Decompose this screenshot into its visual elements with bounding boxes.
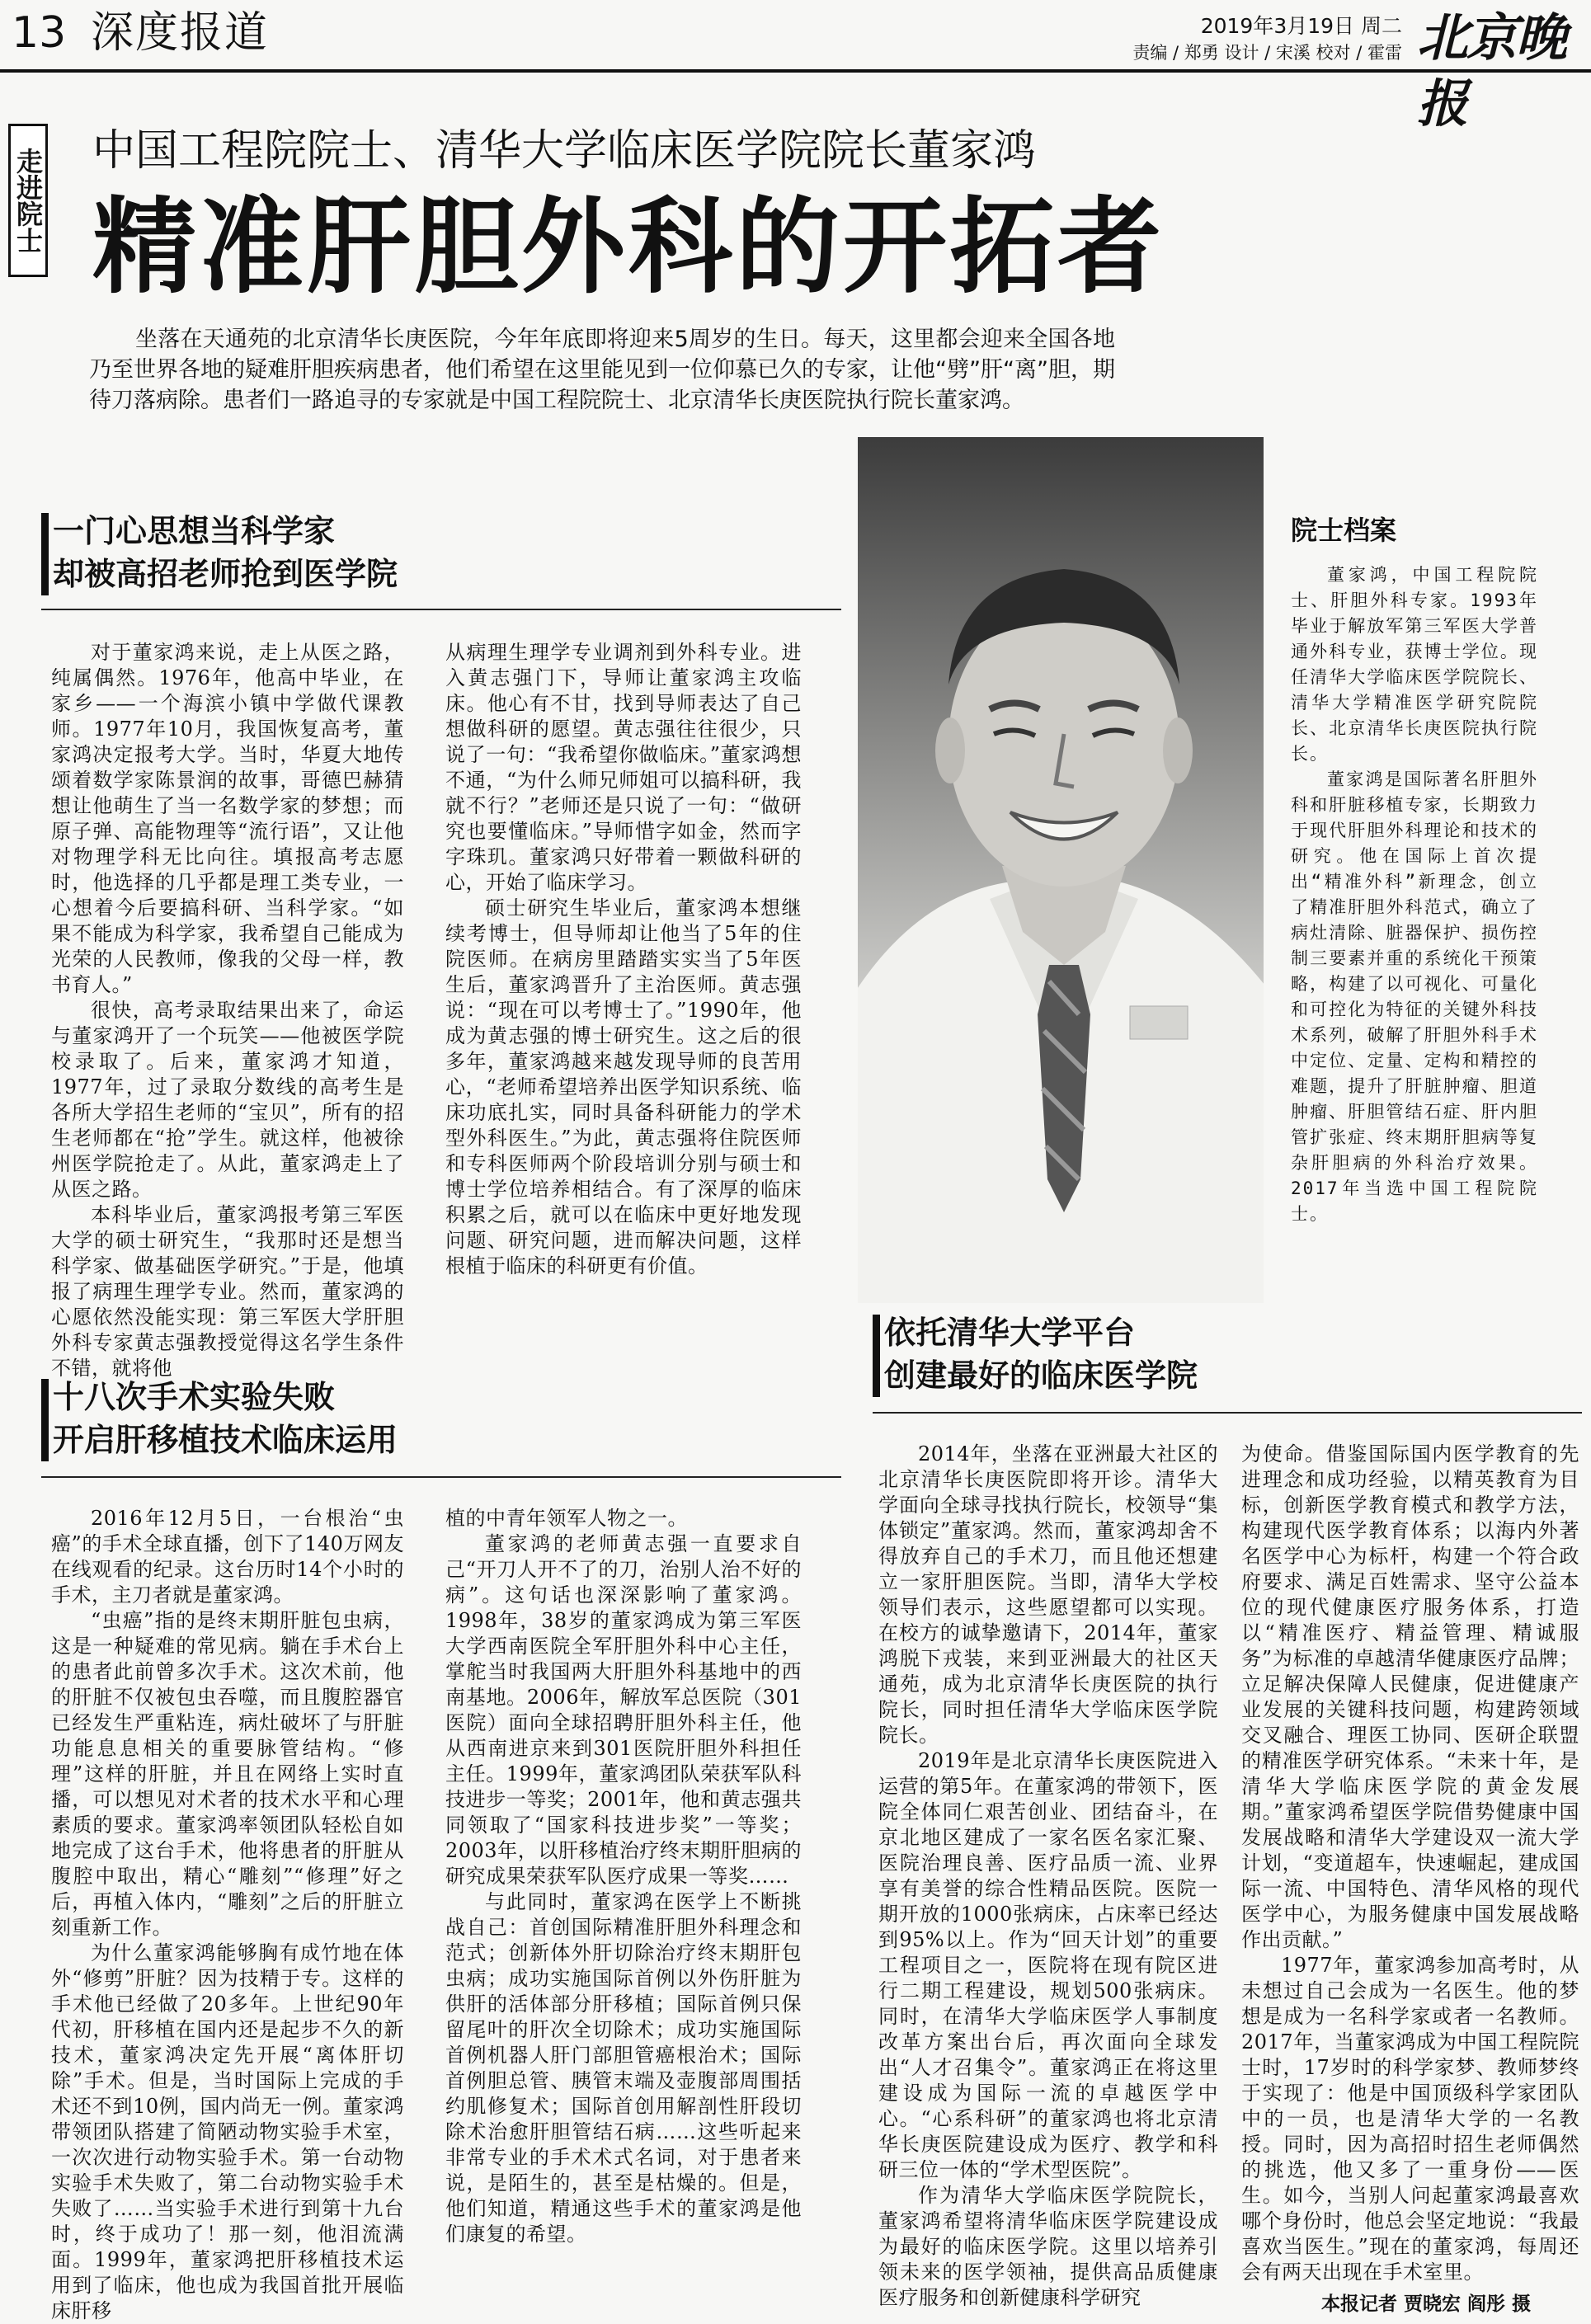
section1-column-2 [445,640,802,1279]
column-tag: 走进院士 [8,124,48,277]
section3-title [863,1311,1198,1397]
paragraph: “虫癌”指的是终末期肝脏包虫病，这是一种疑难的常见病。躺在手术台上的患者此前曾多次手术。这次术前，他的肝脏不仅被包虫吞噬，而且腹腔器官已经发生严重粘连，病灶破坏了与肝脏功能息息相关的重要脉管结构。“修理”这样的肝脏，并且在网络上实时直播，可以想见对术者的技术水平和心理素质的要求。董家鸿率领团队轻松自如地完成了这台手术，他将患者的肝脏从腹腔中取出，精心“雕刻”“修理”好之后，再植入体内，“雕刻”之后的肝脏立刻重新工作。 [51,1609,404,1939]
lead-paragraph: 坐落在天通苑的北京清华长庚医院，今年年底即将迎来5周岁的生日。每天，这里都会迎来全国各地乃至世界各地的疑难肝胆疾病患者，他们希望在这里能见到一位仰慕已久的专家，让他“劈”肝“离”胆，期待刀落病除。患者们一路追寻的专家就是中国工程院院士、北京清华长庚医院执行院长董家鸿。 [89,327,1115,413]
section3-column-1 [878,1442,1218,2311]
section-name: 深度报道 [91,8,270,58]
paragraph: 2019年是北京清华长庚医院进入运营的第5年。在董家鸿的带领下，医院全体同仁艰苦创业、团结奋斗，在京北地区建成了一家名医名家汇聚、医院治理良善、医疗品质一流、业界享有美誉的综合性精品医院。医院一期开放的1000张病床，占床率已经达到95%以上。作为“回天计划”的重要工程项目之一，医院将在现有院区进行二期工程建设，规划500张病床。同时，在清华大学临床医学人事制度改革方案出台后，再次面向全球发出“人才召集令”。董家鸿正在将这里建设成为国际一流的卓越医学中心。“心系科研”的董家鸿也将北京清华长庚医院建设成为医疗、教学和科研三位一体的“学术型医院”。 [878,1749,1218,2181]
profile-paragraph: 董家鸿是国际著名肝胆外科和肝脏移植专家，长期致力于现代肝胆外科理论和技术的研究。他在国际上首次提出“精准外科”新理念，创立了精准肝胆外科范式，确立了病灶清除、脏器保护、损伤控制三要素并重的系统化干预策略，构建了以可视化、可量化和可控化为特征的关键外科技术系列，破解了肝胆外科手术中定位、定量、定构和精控的难题，提升了肝脏肿瘤、胆道肿瘤、肝胆管结石症、肝内胆管扩张症、终末期肝胆病等复杂肝胆病的外科治疗效果。2017年当选中国工程院院士。 [1291,769,1538,1224]
section2-title-line2: 开启肝移植技术临床运用 [53,1422,398,1458]
paragraph: 硕士研究生毕业后，董家鸿本想继续考博士，但导师却让他当了5年的住院医师。在病房里踏踏实实当了5年医生后，董家鸿晋升了主治医师。黄志强说：“现在可以考博士了。”1990年，他成为黄志强的博士研究生。这之后的很多年，董家鸿越来越发现导师的良苦用心，“老师希望培养出医学知识系统、临床功底扎实，同时具备科研能力的学术型外科医生。”为此，黄志强将住院医师和专科医师两个阶段培训分别与硕士和博士学位培养相结合。有了深厚的临床积累之后，就可以在临床中更好地发现问题、研究问题，进而解决问题，这样根植于临床的科研更有价值。 [445,896,802,1277]
staff-credits: 责编 / 郑勇 设计 / 宋溪 校对 / 霍雷 [1132,43,1402,63]
section-rule [41,609,841,610]
section2-column-2 [445,1506,802,2247]
section2-title [31,1376,398,1461]
paragraph: 2016年12月5日，一台根治“虫癌”的手术全球直播，创下了140万网友在线观看的纪录。这台历时14个小时的手术，主刀者就是董家鸿。 [51,1507,404,1607]
section1-title [31,510,398,595]
profile-title: 院士档案 [1291,515,1397,546]
paragraph: 从病理生理学专业调剂到外科专业。进入黄志强门下，导师让董家鸿主攻临床。他心有不甘，找到导师表达了自己想做科研的愿望。黄志强往往很少，只说了一句：“我希望你做临床。”董家鸿想不通，“为什么师兄师姐可以搞科研，我就不行？”老师还是只说了一句：“做研究也要懂临床。”导师惜字如金，然而字字珠玑。董家鸿只好带着一颗做科研的心，开始了临床学习。 [445,641,802,894]
portrait-illustration [858,437,1264,1303]
paragraph: 1977年，董家鸿参加高考时，从未想过自己会成为一名医生。他的梦想是成为一名科学家或者一名教师。2017年，当董家鸿成为中国工程院院士时，17岁时的科学家梦、教师梦终于实现了：他是中国顶级科学家团队中的一员，也是清华大学的一名教授。同时，因为高招时招生老师偶然的挑选，他又多了一重身份——医生。如今，当别人问起董家鸿最喜欢哪个身份时，他总会坚定地说：“我最喜欢当医生。”现在的董家鸿，每周还会有两天出现在手术室里。 [1241,1954,1579,2284]
section2-column-1 [51,1506,404,2324]
paragraph: 为什么董家鸿能够胸有成竹地在体外“修剪”肝脏？因为技精于专。这样的手术他已经做了20多年。上世纪90年代初，肝移植在国内还是起步不久的新技术，董家鸿决定先开展“离体肝切除”手术。但是，当时国际上完成的手术还不到10例，国内尚无一例。董家鸿带领团队搭建了简陋动物实验手术室，一次次进行动物实验手术。第一台动物实验手术失败了，第二台动物实验手术失败了……当实验手术进行到第十九台时，终于成功了！那一刻，他泪流满面。1999年，董家鸿把肝移植技术运用到了临床，他也成为我国首批开展临床肝移 [51,1941,404,2322]
paragraph: 作为清华大学临床医学院院长，董家鸿希望将清华临床医学院建设成为最好的临床医学院。这里以培养引领未来的医学领袖，提供高品质健康医疗服务和创新健康科学研究 [878,2184,1218,2309]
section-rule [873,1412,1582,1414]
header-rule [0,69,1591,73]
section3-title-line1: 依托清华大学平台 [884,1315,1136,1351]
paragraph: 2014年，坐落在亚洲最大社区的北京清华长庚医院即将开诊。清华大学面向全球寻找执行院长，校领导“集体锁定”董家鸿。然而，董家鸿却舍不得放弃自己的手术刀，而且他还想建立一家肝胆医院。当即，清华大学校领导们表示，这些愿望都可以实现。在校方的诚挚邀请下，2014年，董家鸿脱下戎装，来到亚洲最大的社区天通苑，成为北京清华长庚医院的执行院长，同时担任清华大学临床医学院院长。 [878,1442,1218,1747]
newspaper-logo: 北京晚报 [1417,7,1566,134]
issue-date: 2019年3月19日 周二 [1200,14,1402,38]
kicker: 中国工程院院士、清华大学临床医学院院长董家鸿 [92,126,1037,176]
paragraph: 对于董家鸿来说，走上从医之路，纯属偶然。1976年，他高中毕业，在家乡——一个海滨小镇中学做代课教师。1977年10月，我国恢复高考，董家鸿决定报考大学。当时，华夏大地传颂着数学家陈景润的故事，哥德巴赫猜想让他萌生了当一名数学家的梦想；而原子弹、高能物理等“流行语”，又让他对物理学科无比向往。填报高考志愿时，他选择的几乎都是理工类专业，一心想着今后要搞科研、当科学家。“如果不能成为科学家，我希望自己能成为光荣的人民教师，像我的父母一样，教书育人。” [51,641,404,996]
profile-text [1291,562,1538,1227]
profile-paragraph: 董家鸿，中国工程院院士、肝胆外科专家。1993年毕业于解放军第三军医大学普通外科专业，获博士学位。现任清华大学临床医学院院长、清华大学精准医学研究院院长、北京清华长庚医院执行院长。 [1291,565,1538,764]
photo-credit: 本报记者 贾晓宏 阎彤 摄 [1321,2293,1532,2315]
paragraph: 为使命。借鉴国际国内医学教育的先进理念和成功经验，以精英教育为目标，创新医学教育模式和教学方法，构建现代医学教育体系；以海内外著名医学中心为标杆，构建一个符合政府要求、满足百姓需求、坚守公益本位的现代健康医疗服务体系，打造以“精准医疗、精益管理、精诚服务”为标准的卓越清华健康医疗品牌；立足解决保障人民健康，促进健康产业发展的关键科技问题，构建跨领域交叉融合、理医工协同、医研企联盟的精准医学研究体系。“未来十年，是清华大学临床医学院的黄金发展期。”董家鸿希望医学院借势健康中国发展战略和清华大学建设双一流大学计划，“变道超车，快速崛起，建成国际一流、中国特色、清华风格的现代医学中心，为服务健康中国发展战略作出贡献。” [1241,1442,1579,1951]
paragraph: 很快，高考录取结果出来了，命运与董家鸿开了一个玩笑——他被医学院校录取了。后来，董家鸿才知道，1977年，过了录取分数线的高考生是各所大学招生老师的“宝贝”，所有的招生老师都在“抢”学生。就这样，他被徐州医学院抢走了。从此，董家鸿走上了从医之路。 [51,999,404,1201]
paragraph: 董家鸿的老师黄志强一直要求自己“开刀人开不了的刀，治别人治不好的病”。这句话也深深影响了董家鸿。1998年，38岁的董家鸿成为第三军医大学西南医院全军肝胆外科中心主任，掌舵当时我国两大肝胆外科基地中的西南基地。2006年，解放军总医院（301医院）面向全球招聘肝胆外科主任，他从西南进京来到301医院肝胆外科担任主任。1999年，董家鸿团队荣获军队科技进步一等奖；2001年，他和黄志强共同领取了“国家科技进步奖”一等奖；2003年，以肝移植治疗终末期肝胆病的研究成果荣获军队医疗成果一等奖…… [445,1532,802,1888]
paragraph: 本科毕业后，董家鸿报考第三军医大学的硕士研究生，“我那时还是想当科学家、做基础医学研究。”于是，他填报了病理生理学专业。然而，董家鸿的心愿依然没能实现：第三军医大学肝胆外科专家黄志强教授觉得这名学生条件不错，就将他 [51,1203,404,1380]
section2-title-line1: 十八次手术实验失败 [53,1379,336,1415]
section1-column-1 [51,640,404,1381]
section1-title-line2: 却被高招老师抢到医学院 [53,556,398,592]
section3-column-2 [1241,1442,1579,2285]
portrait-photo [858,437,1264,1303]
paragraph: 植的中青年领军人物之一。 [445,1507,688,1530]
section-rule [41,1476,841,1478]
section1-title-line1: 一门心思想当科学家 [53,513,336,549]
section3-title-line2: 创建最好的临床医学院 [884,1357,1198,1394]
page-number: 13 [12,8,67,58]
headline: 精准肝胆外科的开拓者 [92,186,1165,308]
paragraph: 与此同时，董家鸿在医学上不断挑战自己：首创国际精准肝胆外科理念和范式；创新体外肝切除治疗终末期肝包虫病；成功实施国际首例以外伤肝脏为供肝的活体部分肝移植；国际首例只保留尾叶的肝次全切除术；成功实施国际首例机器人肝门部胆管癌根治术；国际首例胆总管、胰管末端及壶腹部周围括约肌修复术；国际首创用解剖性肝段切除术治愈肝胆管结石病……这些听起来非常专业的手术术式名词，对于患者来说，是陌生的，甚至是枯燥的。但是，他们知道，精通这些手术的董家鸿是他们康复的希望。 [445,1890,802,2246]
